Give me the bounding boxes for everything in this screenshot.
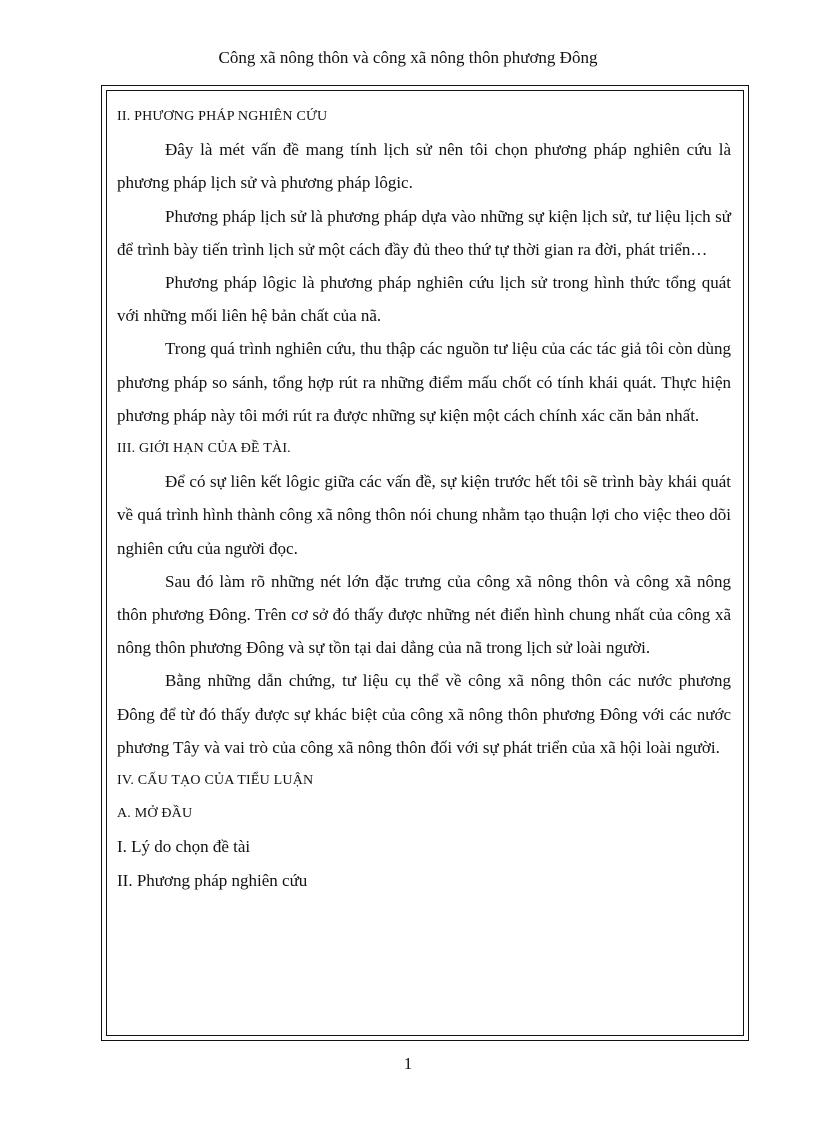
outline-item: II. Phương pháp nghiên cứu [117,870,308,890]
paragraph: Đây là mét vấn đề mang tính lịch sử nên tôi chọn phương pháp nghiên cứu là phương pháp lịch sử và phương pháp lôgic. [117,140,731,193]
page-number: 1 [403,1054,413,1073]
paragraph: Trong quá trình nghiên cứu, thu thập các nguồn tư liệu của các tác giả tôi còn dùng phương pháp so sánh, tổng hợp rút ra những điểm mấu chốt có tính khái quát. Thực hiện phương pháp này tôi mới rút ra được những sự kiện một cách chính xác căn bản nhất. [117,339,731,425]
page-header-title: Công xã nông thôn và công xã nông thôn phương Đông [218,48,598,67]
section-heading-scope: III. GIỚI HẠN CỦA ĐỀ TÀI. [117,441,291,457]
paragraph: Phương pháp lôgic là phương pháp nghiên cứu lịch sử trong hình thức tổng quát với những mối liên hệ bản chất của nã. [117,273,731,326]
paragraph: Bằng những dẫn chứng, tư liệu cụ thể về công xã nông thôn các nước phương Đông để từ đó thấy được sự khác biệt của công xã nông thôn phương Đông với các nước phương Tây và vai trò của công xã nông thôn đối với sự phát triển của xã hội loài người. [117,671,731,757]
section-heading-methods: II. PHƯƠNG PHÁP NGHIÊN CỨU [117,109,328,124]
section-heading-structure: IV. CẤU TẠO CỦA TIỂU LUẬN [117,773,314,789]
outline-item: I. Lý do chọn đề tài [117,837,251,857]
paragraph: Để có sự liên kết lôgic giữa các vấn đề, sự kiện trước hết tôi sẽ trình bày khái quát về quá trình hình thành công xã nông thôn nói chung nhằm tạo thuận lợi cho việc theo dõi nghiên cứu của người đọc. [117,472,731,558]
document-body [117,100,731,897]
paragraph: Sau đó làm rõ những nét lớn đặc trưng của công xã nông thôn và công xã nông thôn phương Đông. Trên cơ sở đó thấy được những nét điển hình chung nhất của công xã nông thôn phương Đông và sự tồn tại dai dẳng của nã trong lịch sử loài người. [117,571,731,658]
section-heading-intro: A. MỞ ĐẦU [117,806,193,822]
paragraph: Phương pháp lịch sử là phương pháp dựa vào những sự kiện lịch sử, tư liệu lịch sử để trình bày tiến trình lịch sử một cách đầy đủ theo thứ tự thời gian ra đời, phát triển… [117,206,731,259]
